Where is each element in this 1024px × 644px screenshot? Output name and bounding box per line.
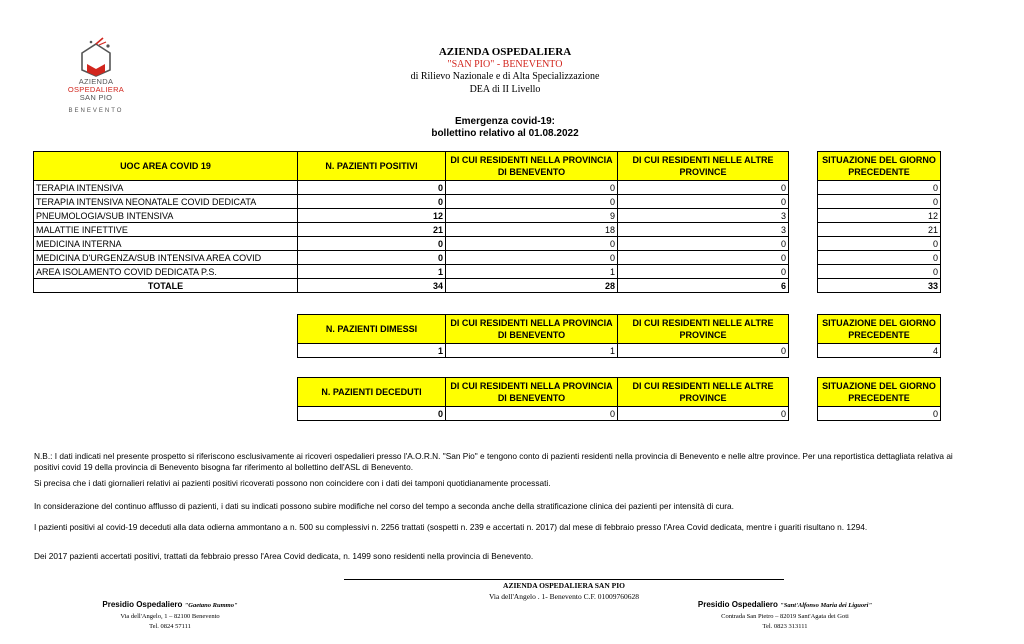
deceased-other: 0: [618, 407, 789, 421]
deceased-table: [297, 377, 789, 421]
deceased-header-other: DI CUI RESIDENTI NELLE ALTRE PROVINCE: [618, 378, 789, 407]
footer-right-prefix: Presidio Ospedaliero: [697, 600, 778, 609]
note-swab: Si precisa che i dati giornalieri relativi ai pazienti positivi ricoverati possono non coincidere con i dati dei tamponi quotidianamente processati.: [34, 478, 551, 488]
row-positive: 0: [298, 237, 446, 251]
bulletin-line2: bollettino relativo al 01.08.2022: [431, 128, 579, 139]
table-row: [34, 237, 789, 251]
row-previous: 0: [818, 181, 941, 195]
bulletin-title: [300, 116, 710, 140]
discharged-other: 0: [618, 344, 789, 358]
discharged-header-other: DI CUI RESIDENTI NELLE ALTRE PROVINCE: [618, 315, 789, 344]
footer-right-phone: Tel. 0823 313111: [762, 623, 808, 630]
deceased-previous-table: [817, 377, 941, 421]
footer-right-address: Contrada San Pietro – 82019 Sant'Agata dei Goti: [721, 613, 849, 620]
table-total-row: [34, 279, 789, 293]
table-row: [34, 265, 789, 279]
row-benevento: 0: [446, 181, 618, 195]
footer-left-name: "Gaetano Rummo": [184, 602, 238, 609]
covid-units-table: [33, 151, 789, 293]
previous-row: [818, 181, 941, 195]
header-other: DI CUI RESIDENTI NELLE ALTRE PROVINCE: [618, 152, 789, 181]
note-deaths: I pazienti positivi al covid-19 deceduti alla data odierna ammontano a n. 500 su complessivi n. 2256 trattati (sospetti n. 239 e accertati n. 2017) dal mese di febbraio presso l'Area Covid dedicata, mentre i guariti risultano n. 1294.: [34, 522, 868, 532]
discharged-header-previous: SITUAZIONE DEL GIORNO PRECEDENTE: [818, 315, 941, 344]
discharged-header-benevento: DI CUI RESIDENTI NELLA PROVINCIA DI BENEVENTO: [446, 315, 618, 344]
header-benevento: DI CUI RESIDENTI NELLA PROVINCIA DI BENEVENTO: [446, 152, 618, 181]
table-body: [34, 181, 789, 279]
discharged-previous-table: [817, 314, 941, 358]
row-name: TERAPIA INTENSIVA NEONATALE COVID DEDICATA: [34, 195, 298, 209]
row-benevento: 18: [446, 223, 618, 237]
row-other: 0: [618, 181, 789, 195]
table-row: [34, 251, 789, 265]
header-positive: N. PAZIENTI POSITIVI: [298, 152, 446, 181]
row-previous: 0: [818, 265, 941, 279]
previous-row: [818, 223, 941, 237]
row-name: MEDICINA D'URGENZA/SUB INTENSIVA AREA COVID: [34, 251, 298, 265]
row-name: MEDICINA INTERNA: [34, 237, 298, 251]
logo-house-icon: [75, 36, 117, 78]
footer-left-prefix: Presidio Ospedaliero: [102, 600, 183, 609]
total-benevento: 28: [446, 279, 618, 293]
logo-text-line2: OSPEDALIERA: [67, 85, 125, 94]
row-positive: 12: [298, 209, 446, 223]
previous-row: [818, 251, 941, 265]
bulletin-line1: Emergenza covid-19:: [454, 116, 556, 127]
row-previous: 0: [818, 237, 941, 251]
row-previous: 0: [818, 195, 941, 209]
row-other: 3: [618, 209, 789, 223]
hospital-logo: [56, 36, 136, 126]
row-positive: 1: [298, 265, 446, 279]
note-residents: Dei 2017 pazienti accertati positivi, trattati da febbraio presso l'Area Covid dedicata, n. 1499 sono residenti nella provincia di Benevento.: [34, 551, 534, 561]
row-benevento: 9: [446, 209, 618, 223]
footer-left-phone: Tel. 0824 57111: [149, 623, 191, 630]
footer-left-address: Via dell'Angelo, 1 – 82100 Benevento: [120, 613, 220, 620]
footer-divider: [344, 579, 784, 580]
total-label: TOTALE: [34, 279, 298, 293]
header-subtitle: "SAN PIO" - BENEVENTO: [447, 58, 563, 70]
row-benevento: 0: [446, 195, 618, 209]
row-name: MALATTIE INFETTIVE: [34, 223, 298, 237]
footer-right-title: [640, 600, 930, 609]
previous-row: [818, 209, 941, 223]
note-nb: N.B.: I dati indicati nel presente prospetto si riferiscono esclusivamente ai ricoveri ospedalieri presso l'A.O.R.N. "San Pio" e tengono conto di pazienti residenti nella provincia di Benevento e nelle altre province. Per una reportistica dettagliata relativa ai positivi covid 19 della provincia di Benevento bisogna far riferimento al bollettino dell'ASL di Benevento.: [34, 451, 953, 472]
deceased-count: 0: [298, 407, 446, 421]
row-positive: 0: [298, 195, 446, 209]
logo-text-line4: BENEVENTO: [68, 108, 124, 114]
row-benevento: 0: [446, 237, 618, 251]
row-previous: 0: [818, 251, 941, 265]
deceased-benevento: 0: [446, 407, 618, 421]
row-other: 3: [618, 223, 789, 237]
document-header: [300, 46, 710, 96]
logo-text-line1: AZIENDA: [78, 77, 114, 86]
discharged-header-count: N. PAZIENTI DIMESSI: [298, 315, 446, 344]
table-row: [34, 195, 789, 209]
note-flow: In considerazione del continuo afflusso di pazienti, i dati su indicati possono subire modifiche nel corso del tempo a seconda anche della stratificazione clinica dei pazienti per intensità di cura.: [34, 501, 734, 511]
discharged-count: 1: [298, 344, 446, 358]
previous-row: [818, 237, 941, 251]
previous-body: [818, 181, 941, 279]
footer-right-name: "Sant'Alfonso Maria dei Liguori": [780, 602, 873, 609]
row-positive: 21: [298, 223, 446, 237]
row-other: 0: [618, 251, 789, 265]
deceased-header-count: N. PAZIENTI DECEDUTI: [298, 378, 446, 407]
table-row: [34, 223, 789, 237]
table-header-row: [34, 152, 789, 181]
footer-center-address: Via dell'Angelo . 1- Benevento C.F. 01009760628: [488, 592, 640, 601]
logo-text-line3: SAN PIO: [79, 93, 113, 102]
header-previous: SITUAZIONE DEL GIORNO PRECEDENTE: [818, 152, 941, 181]
table-row: [34, 209, 789, 223]
footer-left-title: [40, 600, 300, 609]
discharged-previous: 4: [818, 344, 941, 358]
row-previous: 21: [818, 223, 941, 237]
discharged-benevento: 1: [446, 344, 618, 358]
row-positive: 0: [298, 251, 446, 265]
deceased-header-benevento: DI CUI RESIDENTI NELLA PROVINCIA DI BENEVENTO: [446, 378, 618, 407]
total-other: 6: [618, 279, 789, 293]
previous-row: [818, 265, 941, 279]
footer-center-title: AZIENDA OSPEDALIERA SAN PIO: [503, 581, 625, 590]
row-other: 0: [618, 195, 789, 209]
header-line4: DEA di II Livello: [469, 83, 541, 95]
table-row: [34, 181, 789, 195]
row-name: PNEUMOLOGIA/SUB INTENSIVA: [34, 209, 298, 223]
row-other: 0: [618, 237, 789, 251]
header-line3: di Rilievo Nazionale e di Alta Specializzazione: [410, 71, 600, 82]
header-unit: UOC AREA COVID 19: [34, 152, 298, 181]
deceased-previous: 0: [818, 407, 941, 421]
header-title: AZIENDA OSPEDALIERA: [438, 46, 572, 58]
row-name: TERAPIA INTENSIVA: [34, 181, 298, 195]
deceased-header-previous: SITUAZIONE DEL GIORNO PRECEDENTE: [818, 378, 941, 407]
total-positive: 34: [298, 279, 446, 293]
discharged-table: [297, 314, 789, 358]
row-positive: 0: [298, 181, 446, 195]
row-benevento: 1: [446, 265, 618, 279]
row-previous: 12: [818, 209, 941, 223]
row-name: AREA ISOLAMENTO COVID DEDICATA P.S.: [34, 265, 298, 279]
previous-day-table: [817, 151, 941, 293]
row-other: 0: [618, 265, 789, 279]
previous-row: [818, 195, 941, 209]
total-previous: 33: [818, 279, 941, 293]
row-benevento: 0: [446, 251, 618, 265]
